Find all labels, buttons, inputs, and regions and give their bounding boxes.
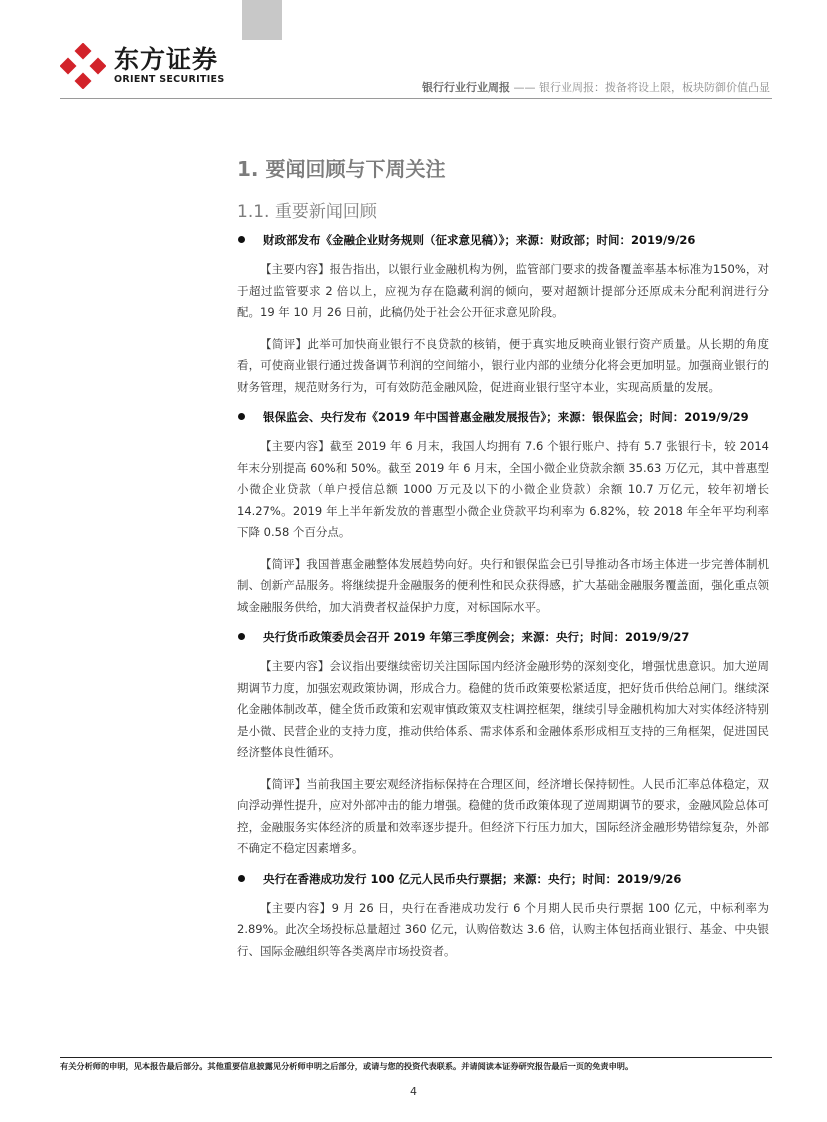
bullet-icon bbox=[238, 875, 245, 882]
news-headline-text: 央行在香港成功发行 100 亿元人民币央行票据；来源：央行；时间：2019/9/26 bbox=[263, 871, 682, 886]
news-paragraph: 【主要内容】截至 2019 年 6 月末，我国人均拥有 7.6 个银行账户、持有 5.7 张银行卡，较 2014 年末分别提高 60%和 50%。截至 2019 年 6 月末，全国小微企业贷款余额 35.63 万亿元，其中普惠型小微企业贷款（单户授信总额 1000 万元及以下的小微企业贷款）余额 10.7 万亿元，较年初增长 14.27%。2019 年上半年新发放的普惠型小微企业贷款平均利率为 6.82%，较 2018 年全年平均利率下降 0.58 个百分点。 bbox=[237, 439, 769, 539]
news-item bbox=[237, 870, 769, 963]
bullet-icon bbox=[238, 633, 245, 640]
news-item bbox=[237, 408, 769, 618]
news-paragraph: 【简评】此举可加快商业银行不良贷款的核销，便于真实地反映商业银行资产质量。从长期的角度看，可使商业银行通过拨备调节利润的空间缩小，银行业内部的业绩分化将会更加明显。加强商业银行的财务管理，规范财务行为，可有效防范金融风险，促进商业银行坚守本业，实现高质量的发展。 bbox=[237, 336, 769, 394]
news-headline bbox=[237, 628, 769, 646]
news-item bbox=[237, 231, 769, 398]
news-headline-text: 央行货币政策委员会召开 2019 年第三季度例会；来源：央行；时间：2019/9/27 bbox=[263, 630, 690, 644]
bullet-icon bbox=[238, 236, 245, 243]
news-list bbox=[237, 226, 769, 972]
report-header-title bbox=[422, 79, 770, 95]
logo-chinese-name: 东方证券 bbox=[114, 45, 219, 74]
news-item bbox=[237, 628, 769, 860]
section-title: 1. 要闻回顾与下周关注 bbox=[237, 157, 446, 181]
news-paragraph: 【主要内容】报告指出，以银行业金融机构为例，监管部门要求的拨备覆盖率基本标准为150%，对于超过监管要求 2 倍以上，应视为存在隐藏利润的倾向，要对超额计提部分还原成未分配利润进行分配。19 年 10 月 26 日前，此稿仍处于社会公开征求意见阶段。 bbox=[237, 262, 769, 319]
news-headline-text: 财政部发布《金融企业财务规则（征求意见稿）》；来源：财政部；时间：2019/9/26 bbox=[263, 233, 696, 247]
news-headline-text: 银保监会、央行发布《2019 年中国普惠金融发展报告》；来源：银保监会；时间：2019/9/29 bbox=[263, 410, 749, 424]
bullet-icon bbox=[238, 413, 245, 420]
news-paragraph: 【主要内容】9 月 26 日，央行在香港成功发行 6 个月期人民币央行票据 100 亿元，中标利率为 2.89%。此次全场投标总量超过 360 亿元，认购倍数达 3.6 倍，认购主体包括商业银行、基金、中央银行、国际金融组织等各类离岸市场投资者。 bbox=[237, 900, 769, 958]
header-divider bbox=[60, 98, 772, 99]
subsection-title: 1.1. 重要新闻回顾 bbox=[237, 202, 377, 222]
footer-disclaimer: 有关分析师的申明，见本报告最后部分。其他重要信息披露见分析师申明之后部分，或请与您的投资代表联系。并请阅读本证券研究报告最后一页的免责申明。 bbox=[60, 1061, 634, 1071]
news-headline bbox=[237, 408, 769, 426]
news-paragraph: 【简评】当前我国主要宏观经济指标保持在合理区间，经济增长保持韧性。人民币汇率总体稳定，双向浮动弹性提升，应对外部冲击的能力增强。稳健的货币政策体现了逆周期调节的要求，金融风险总体可控，金融服务实体经济的质量和效率逐步提升。但经济下行压力加大，国际经济金融形势错综复杂，外部不确定不稳定因素增多。 bbox=[237, 776, 769, 855]
news-paragraph: 【主要内容】会议指出要继续密切关注国际国内经济金融形势的深刻变化，增强忧患意识。加大逆周期调节力度，加强宏观政策协调，形成合力。稳健的货币政策要松紧适度，把好货币供给总闸门。继续深化金融体制改革，健全货币政策和宏观审慎政策双支柱调控框架，继续引导金融机构加大对实体经济特别是小微、民营企业的支持力度，推动供给体系、需求体系和金融体系形成相互支持的三角框架，促进国民经济整体良性循环。 bbox=[237, 659, 769, 759]
report-subtitle: —— 银行业周报：拨备将设上限，板块防御价值凸显 bbox=[513, 81, 770, 94]
footer-divider bbox=[60, 1057, 772, 1058]
logo-mark-icon bbox=[60, 43, 106, 89]
news-headline bbox=[237, 231, 769, 249]
news-paragraph: 【简评】我国普惠金融整体发展趋势向好。央行和银保监会已引导推动各市场主体进一步完善体制机制、创新产品服务。将继续提升金融服务的便利性和民众获得感，扩大基础金融服务覆盖面，强化重点领域金融服务供给，加大消费者权益保护力度，对标国际水平。 bbox=[237, 556, 769, 614]
logo-english-name: ORIENT SECURITIES bbox=[114, 74, 225, 85]
page-number: 4 bbox=[410, 1085, 417, 1098]
news-headline bbox=[237, 870, 769, 888]
report-category: 银行行业行业周报 bbox=[422, 81, 510, 94]
header-gray-block bbox=[242, 0, 282, 40]
company-logo bbox=[60, 43, 224, 89]
